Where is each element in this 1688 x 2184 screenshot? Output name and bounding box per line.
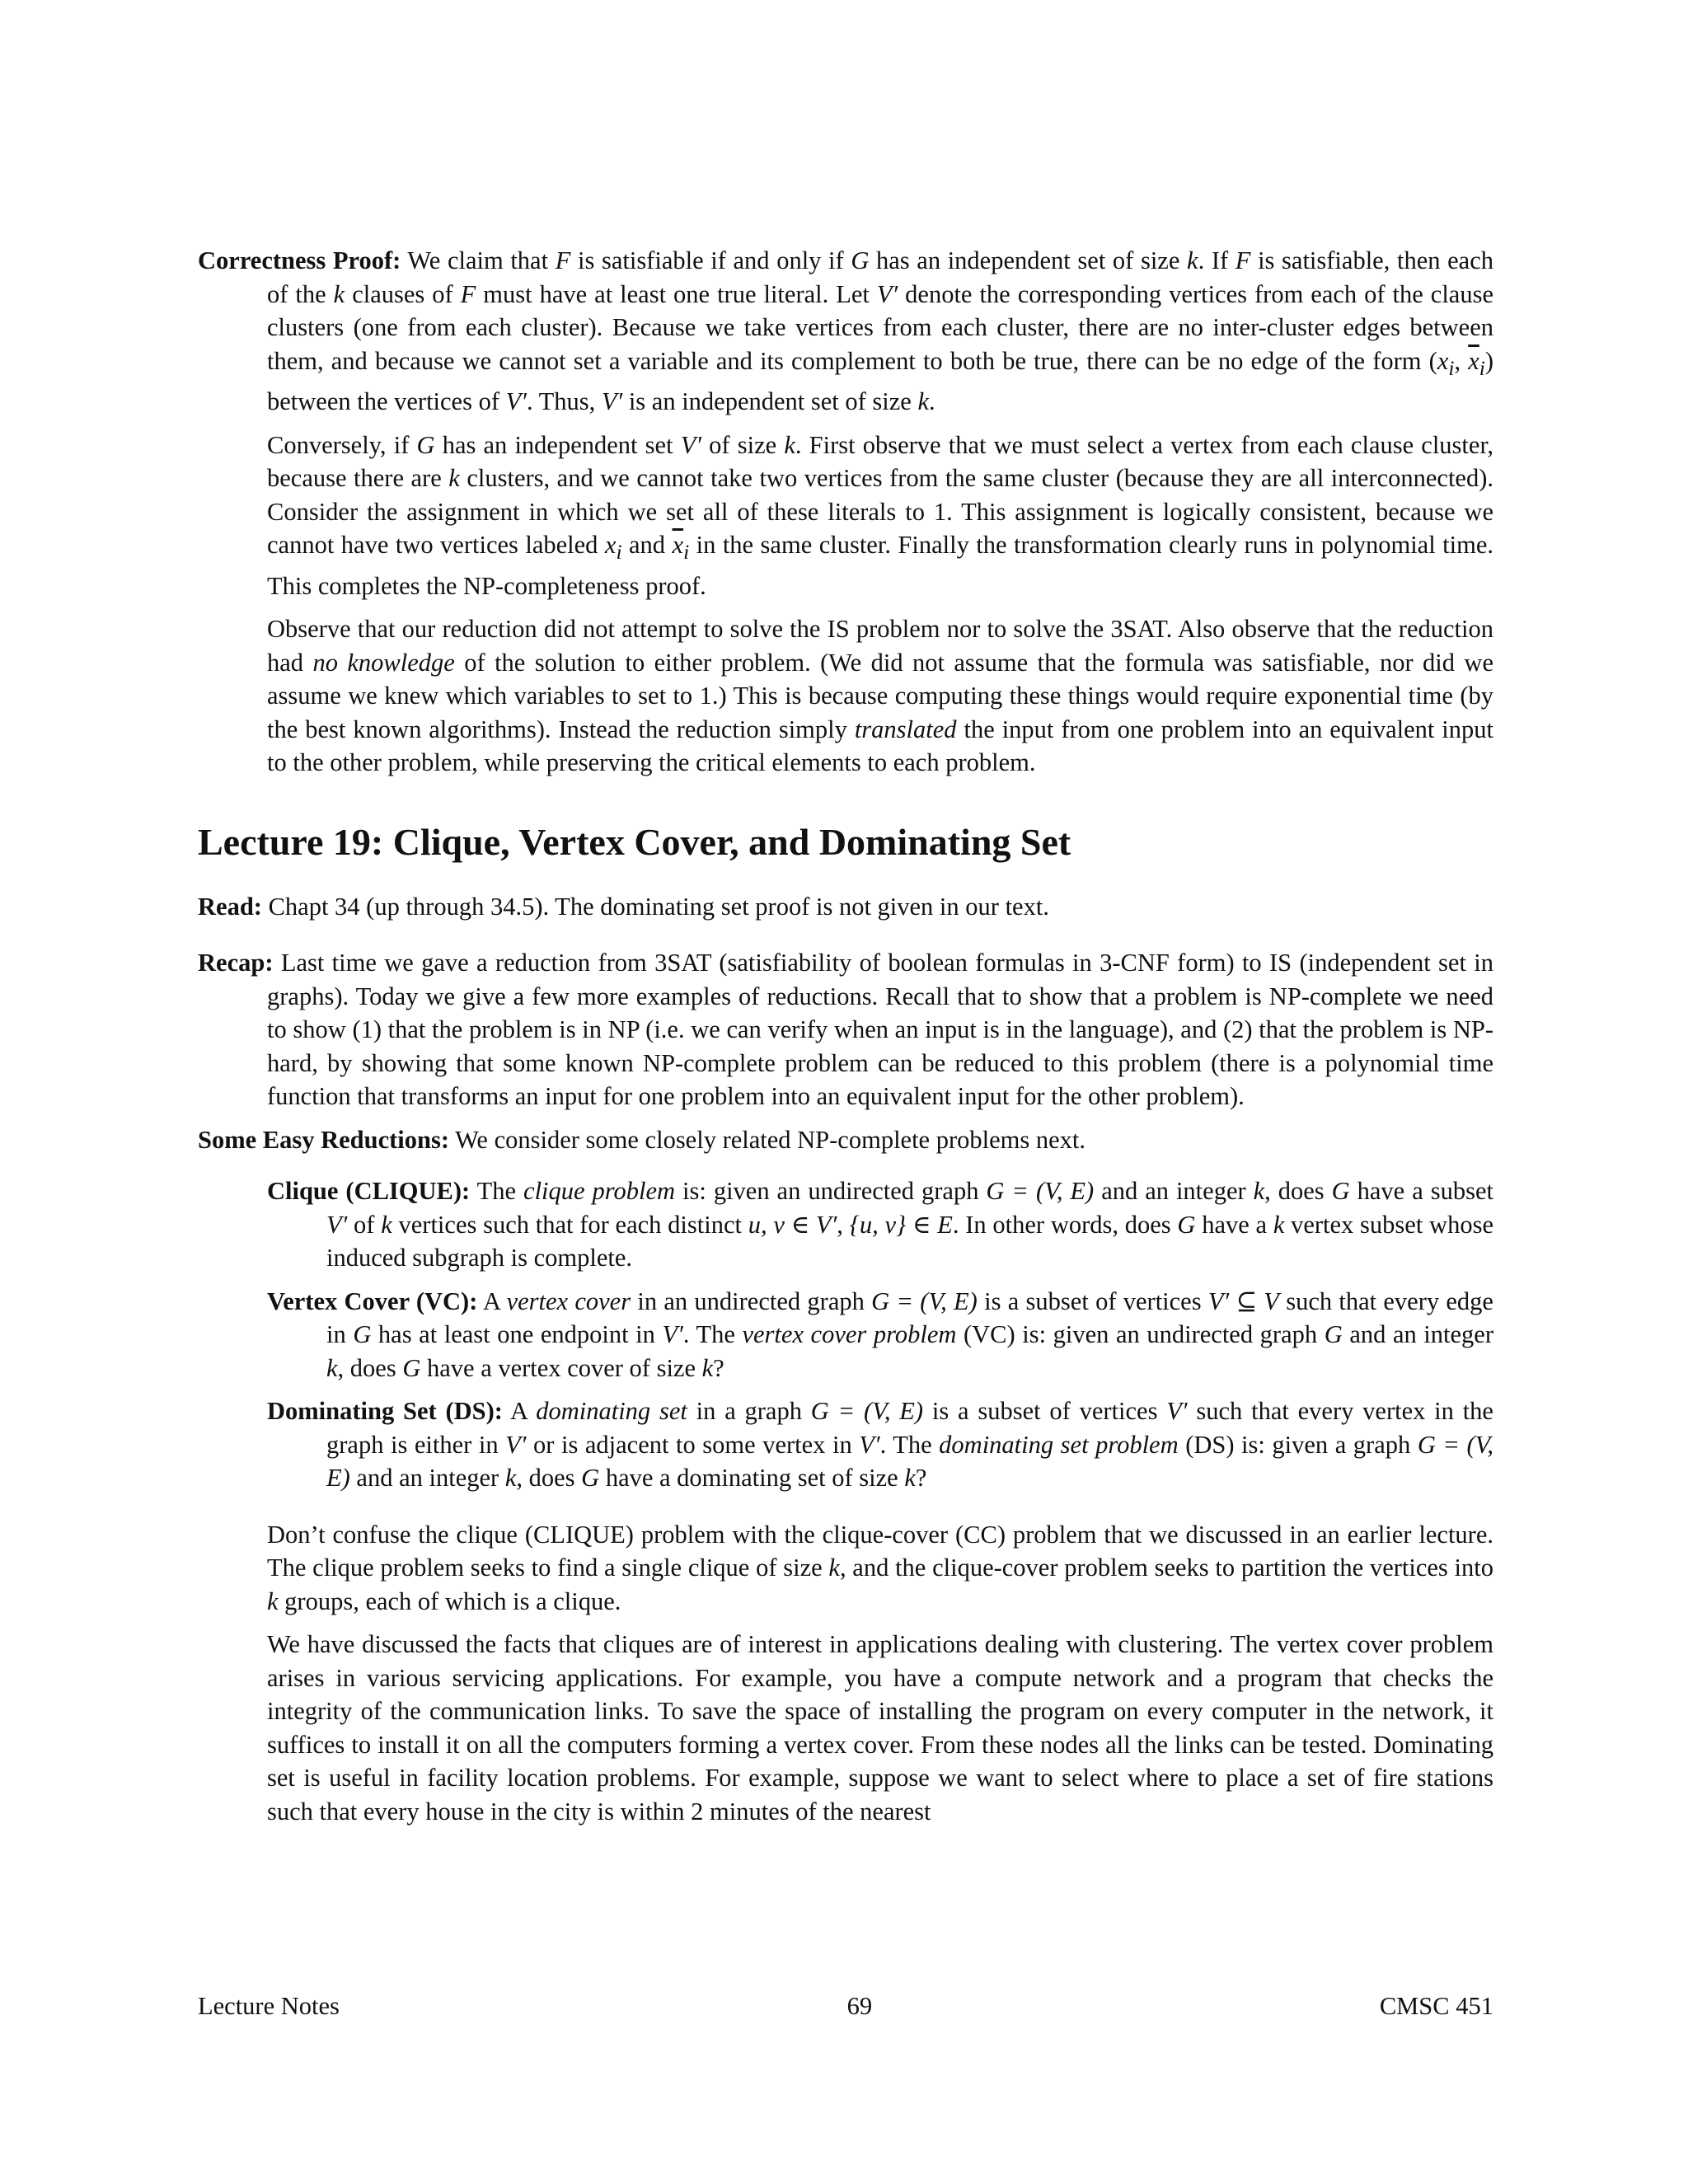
clique-item <box>267 1174 1493 1275</box>
text: denote the corresponding vertices from each of the clause clusters (one from each cluster). Because we take vertices from each cluster, there are no inter-cluster edges between them, and because we cannot set a variable and its complement to both be true, there can be no edge of the form <box>267 279 1493 375</box>
math-symbol: ) <box>1484 346 1493 375</box>
math-expr: G = (V, E) <box>986 1177 1095 1206</box>
text: Last time we gave a reduction from 3SAT (satisfiability of boolean formulas in 3-CNF form) to IS (independent set in graphs). Today we give a few more examples of reductions. Recall that to show that a problem is NP-complete we need to show (1) that the problem is in NP (i.e. we can verify when an input is in the language), and (2) that the problem is NP-hard, by showing that some known NP-complete problem can be reduced to this problem (there is a polynomial time function that transforms an input for one problem into an equivalent input for the other problem). <box>267 949 1493 1111</box>
text: (VC) is: given an undirected graph <box>956 1320 1325 1349</box>
text: Don’t confuse the clique (CLIQUE) problem with the clique-cover (CC) problem that we discussed in an earlier lecture. The clique problem seeks to find a single clique of size <box>267 1520 1493 1582</box>
math-var: k <box>267 1586 279 1615</box>
math-var: k <box>1187 246 1198 274</box>
text: , does <box>337 1353 403 1382</box>
math-var-bar: $\overline{x}$ <box>1468 346 1479 375</box>
text: , does <box>1264 1177 1332 1206</box>
text: in the same cluster. Finally the transformation clearly runs in polynomial time. This completes the NP-completeness proof. <box>267 531 1493 600</box>
text: the input from one problem into an equivalent input to the other problem, while preserving the critical elements to each problem. <box>267 715 1493 777</box>
text: ? <box>915 1464 927 1493</box>
text: between the vertices of <box>267 387 506 416</box>
text: We claim that <box>401 246 556 274</box>
math-var: V′ <box>859 1430 880 1459</box>
math-var: G <box>353 1320 372 1349</box>
emphasis: dominating set problem <box>939 1430 1179 1459</box>
math-subscript: i <box>616 541 622 565</box>
text: and an integer <box>349 1464 505 1493</box>
easy-reductions-label: Some Easy Reductions: <box>198 1125 450 1154</box>
math-expr: G = (V, E) <box>810 1397 924 1426</box>
math-var: k <box>904 1464 916 1493</box>
text: vertices such that for each distinct <box>392 1210 748 1239</box>
math-var: G <box>1324 1320 1343 1349</box>
text: vertex subset whose induced subgraph is complete. <box>326 1210 1493 1272</box>
math-var: k <box>1253 1177 1265 1206</box>
text: Conversely, if <box>267 430 417 459</box>
text: of <box>347 1210 382 1239</box>
text: . Thus, <box>526 387 602 416</box>
math-var: G <box>1331 1177 1350 1206</box>
math-expr: V′ ⊆ V <box>1207 1286 1279 1315</box>
text: and <box>621 531 673 560</box>
easy-reductions-paragraph <box>198 1123 1493 1157</box>
math-var-bar: $\overline{x}$ <box>672 531 684 560</box>
text: of size <box>701 430 785 459</box>
vertex-cover-item <box>267 1285 1493 1385</box>
math-var: V′ <box>680 430 702 459</box>
dominating-set-label: Dominating Set (DS): <box>267 1397 503 1426</box>
emphasis: vertex cover problem <box>742 1320 957 1349</box>
text: , and the clique-cover problem seeks to partition the vertices into <box>839 1554 1493 1582</box>
math-expr: G = (V, E) <box>871 1286 978 1315</box>
lecture-title: Lecture 19: Clique, Vertex Cover, and Dominating Set <box>198 820 1071 863</box>
text: Chapt 34 (up through 34.5). The dominating set proof is not given in our text. <box>261 892 1049 921</box>
text: and an integer <box>1342 1320 1493 1349</box>
math-var: V′ <box>1166 1397 1188 1426</box>
math-var: k <box>917 387 930 416</box>
text: in a graph <box>687 1397 811 1426</box>
text: (DS) is: given a graph <box>1178 1430 1418 1459</box>
math-symbol: ( <box>1428 346 1437 375</box>
page-number: 69 <box>846 1992 873 2020</box>
applications-paragraph <box>267 1628 1493 1828</box>
text: , does <box>516 1464 582 1493</box>
text: clauses of <box>345 279 461 308</box>
text: has at least one endpoint in <box>371 1320 663 1349</box>
footer-left: Lecture Notes <box>198 1992 340 2020</box>
text: The <box>470 1177 524 1206</box>
text: have a vertex cover of size <box>420 1353 702 1382</box>
math-var: F <box>460 279 476 308</box>
text: Observe that our reduction did not attempt to solve the IS problem nor to solve the 3SAT. Also observe that the reduction had <box>267 615 1493 677</box>
text: has an independent set of size <box>869 246 1188 274</box>
text: We consider some closely related NP-complete problems next. <box>449 1125 1085 1154</box>
text: is satisfiable if and only if <box>570 246 851 274</box>
dominating-set-item <box>267 1394 1493 1495</box>
math-var: F <box>1235 246 1251 274</box>
math-var: V′ <box>505 1430 527 1459</box>
text: is a subset of vertices <box>923 1397 1167 1426</box>
math-expr: {u, v} ∈ E <box>849 1210 953 1239</box>
text: have a <box>1195 1210 1273 1239</box>
math-var: V′ <box>601 387 623 416</box>
math-var: V′ <box>326 1210 348 1239</box>
text: have a dominating set of size <box>599 1464 905 1493</box>
emphasis: dominating set <box>536 1397 687 1426</box>
math-var: x <box>604 531 617 560</box>
recap-label: Recap: <box>198 949 274 977</box>
correctness-proof-label: Correctness Proof: <box>198 246 401 274</box>
math-var: V′ <box>662 1320 683 1349</box>
math-var: k <box>333 279 345 308</box>
dont-confuse-paragraph <box>267 1518 1493 1619</box>
text: groups, each of which is a clique. <box>278 1586 621 1615</box>
text: clusters, and we cannot take two vertices from the same cluster (because they are all interconnected). Consider the assignment in which we set all of these literals to 1. This assignment is logically consistent, because we cannot have two vertices labeled <box>267 464 1493 560</box>
text: or is adjacent to some vertex in <box>526 1430 860 1459</box>
text: of the solution to either problem. (We did not assume that the formula was satisfiable, nor did we assume we knew which variables to set to 1.) This is because computing these things would require exponential time (by the best known algorithms). Instead the reduction simply <box>267 648 1493 743</box>
observe-paragraph <box>198 612 1493 780</box>
math-subscript: i <box>1448 356 1455 380</box>
math-var: x <box>1437 346 1449 375</box>
footer-right: CMSC 451 <box>1379 1992 1493 2020</box>
math-var: k <box>326 1353 338 1382</box>
text: , <box>837 1210 850 1239</box>
math-var: k <box>701 1353 714 1382</box>
read-paragraph <box>198 890 1493 924</box>
math-expr: u, v ∈ V′ <box>748 1210 837 1239</box>
text: and an integer <box>1094 1177 1254 1206</box>
math-var: G <box>851 246 870 274</box>
text: such that every edge in <box>326 1286 1493 1349</box>
text: has an independent set <box>434 430 681 459</box>
math-var: k <box>504 1464 517 1493</box>
math-var: G <box>402 1353 421 1382</box>
math-var: k <box>784 430 795 459</box>
emphasis: translated <box>854 715 957 743</box>
text: in an undirected graph <box>631 1286 872 1315</box>
emphasis: no knowledge <box>312 648 455 677</box>
text: such that every vertex in the graph is either in <box>326 1397 1493 1459</box>
recap-paragraph <box>198 946 1493 1113</box>
correctness-proof-paragraph <box>198 244 1493 419</box>
text: is an independent set of size <box>622 387 918 416</box>
conversely-paragraph <box>198 429 1493 603</box>
read-label: Read: <box>198 892 262 921</box>
math-symbol: , <box>1454 346 1469 375</box>
text: . If <box>1198 246 1236 274</box>
math-var: V′ <box>876 279 898 308</box>
math-var: k <box>828 1554 840 1582</box>
vertex-cover-label: Vertex Cover (VC): <box>267 1286 478 1315</box>
emphasis: vertex cover <box>506 1286 631 1315</box>
math-var: F <box>555 246 571 274</box>
math-expr: G = (V, E) <box>326 1430 1494 1493</box>
text: . The <box>682 1320 743 1349</box>
emphasis: clique problem <box>523 1177 676 1206</box>
text: must have at least one true literal. Let <box>476 279 877 308</box>
math-var: k <box>381 1210 392 1239</box>
math-var: k <box>1273 1210 1285 1239</box>
text: . The <box>879 1430 940 1459</box>
math-var: G <box>1177 1210 1196 1239</box>
text: have a subset <box>1349 1177 1493 1206</box>
text: . In other words, does <box>952 1210 1178 1239</box>
text: is: given an undirected graph <box>675 1177 987 1206</box>
text: A <box>477 1286 507 1315</box>
text: A <box>502 1397 537 1426</box>
text: We have discussed the facts that cliques are of interest in applications dealing with clustering. The vertex cover problem arises in various servicing applications. For example, you have a compute network and a program that checks the integrity of the communication links. To save the space of installing the program on every computer in the network, it suffices to install it on all the computers forming a vertex cover. From these nodes all the links can be tested. Dominating set is useful in facility location problems. For example, suppose we want to select where to place a set of fire stations such that every house in the city is within 2 minutes of the nearest <box>267 1630 1493 1825</box>
text: . <box>929 387 935 416</box>
text: is a subset of vertices <box>977 1286 1208 1315</box>
page-body <box>198 244 1493 1828</box>
text: is satisfiable, then each of the <box>267 246 1493 308</box>
text: ? <box>713 1353 724 1382</box>
math-var: G <box>416 430 435 459</box>
math-var: V′ <box>505 387 527 416</box>
page-footer <box>198 1990 1493 2022</box>
math-subscript: i <box>683 541 690 565</box>
math-var: G <box>581 1464 600 1493</box>
math-subscript: i <box>1479 356 1485 380</box>
math-var: k <box>448 464 460 493</box>
clique-label: Clique (CLIQUE): <box>267 1177 471 1206</box>
text: . First observe that we must select a vertex from each clause cluster, because there are <box>267 430 1493 493</box>
